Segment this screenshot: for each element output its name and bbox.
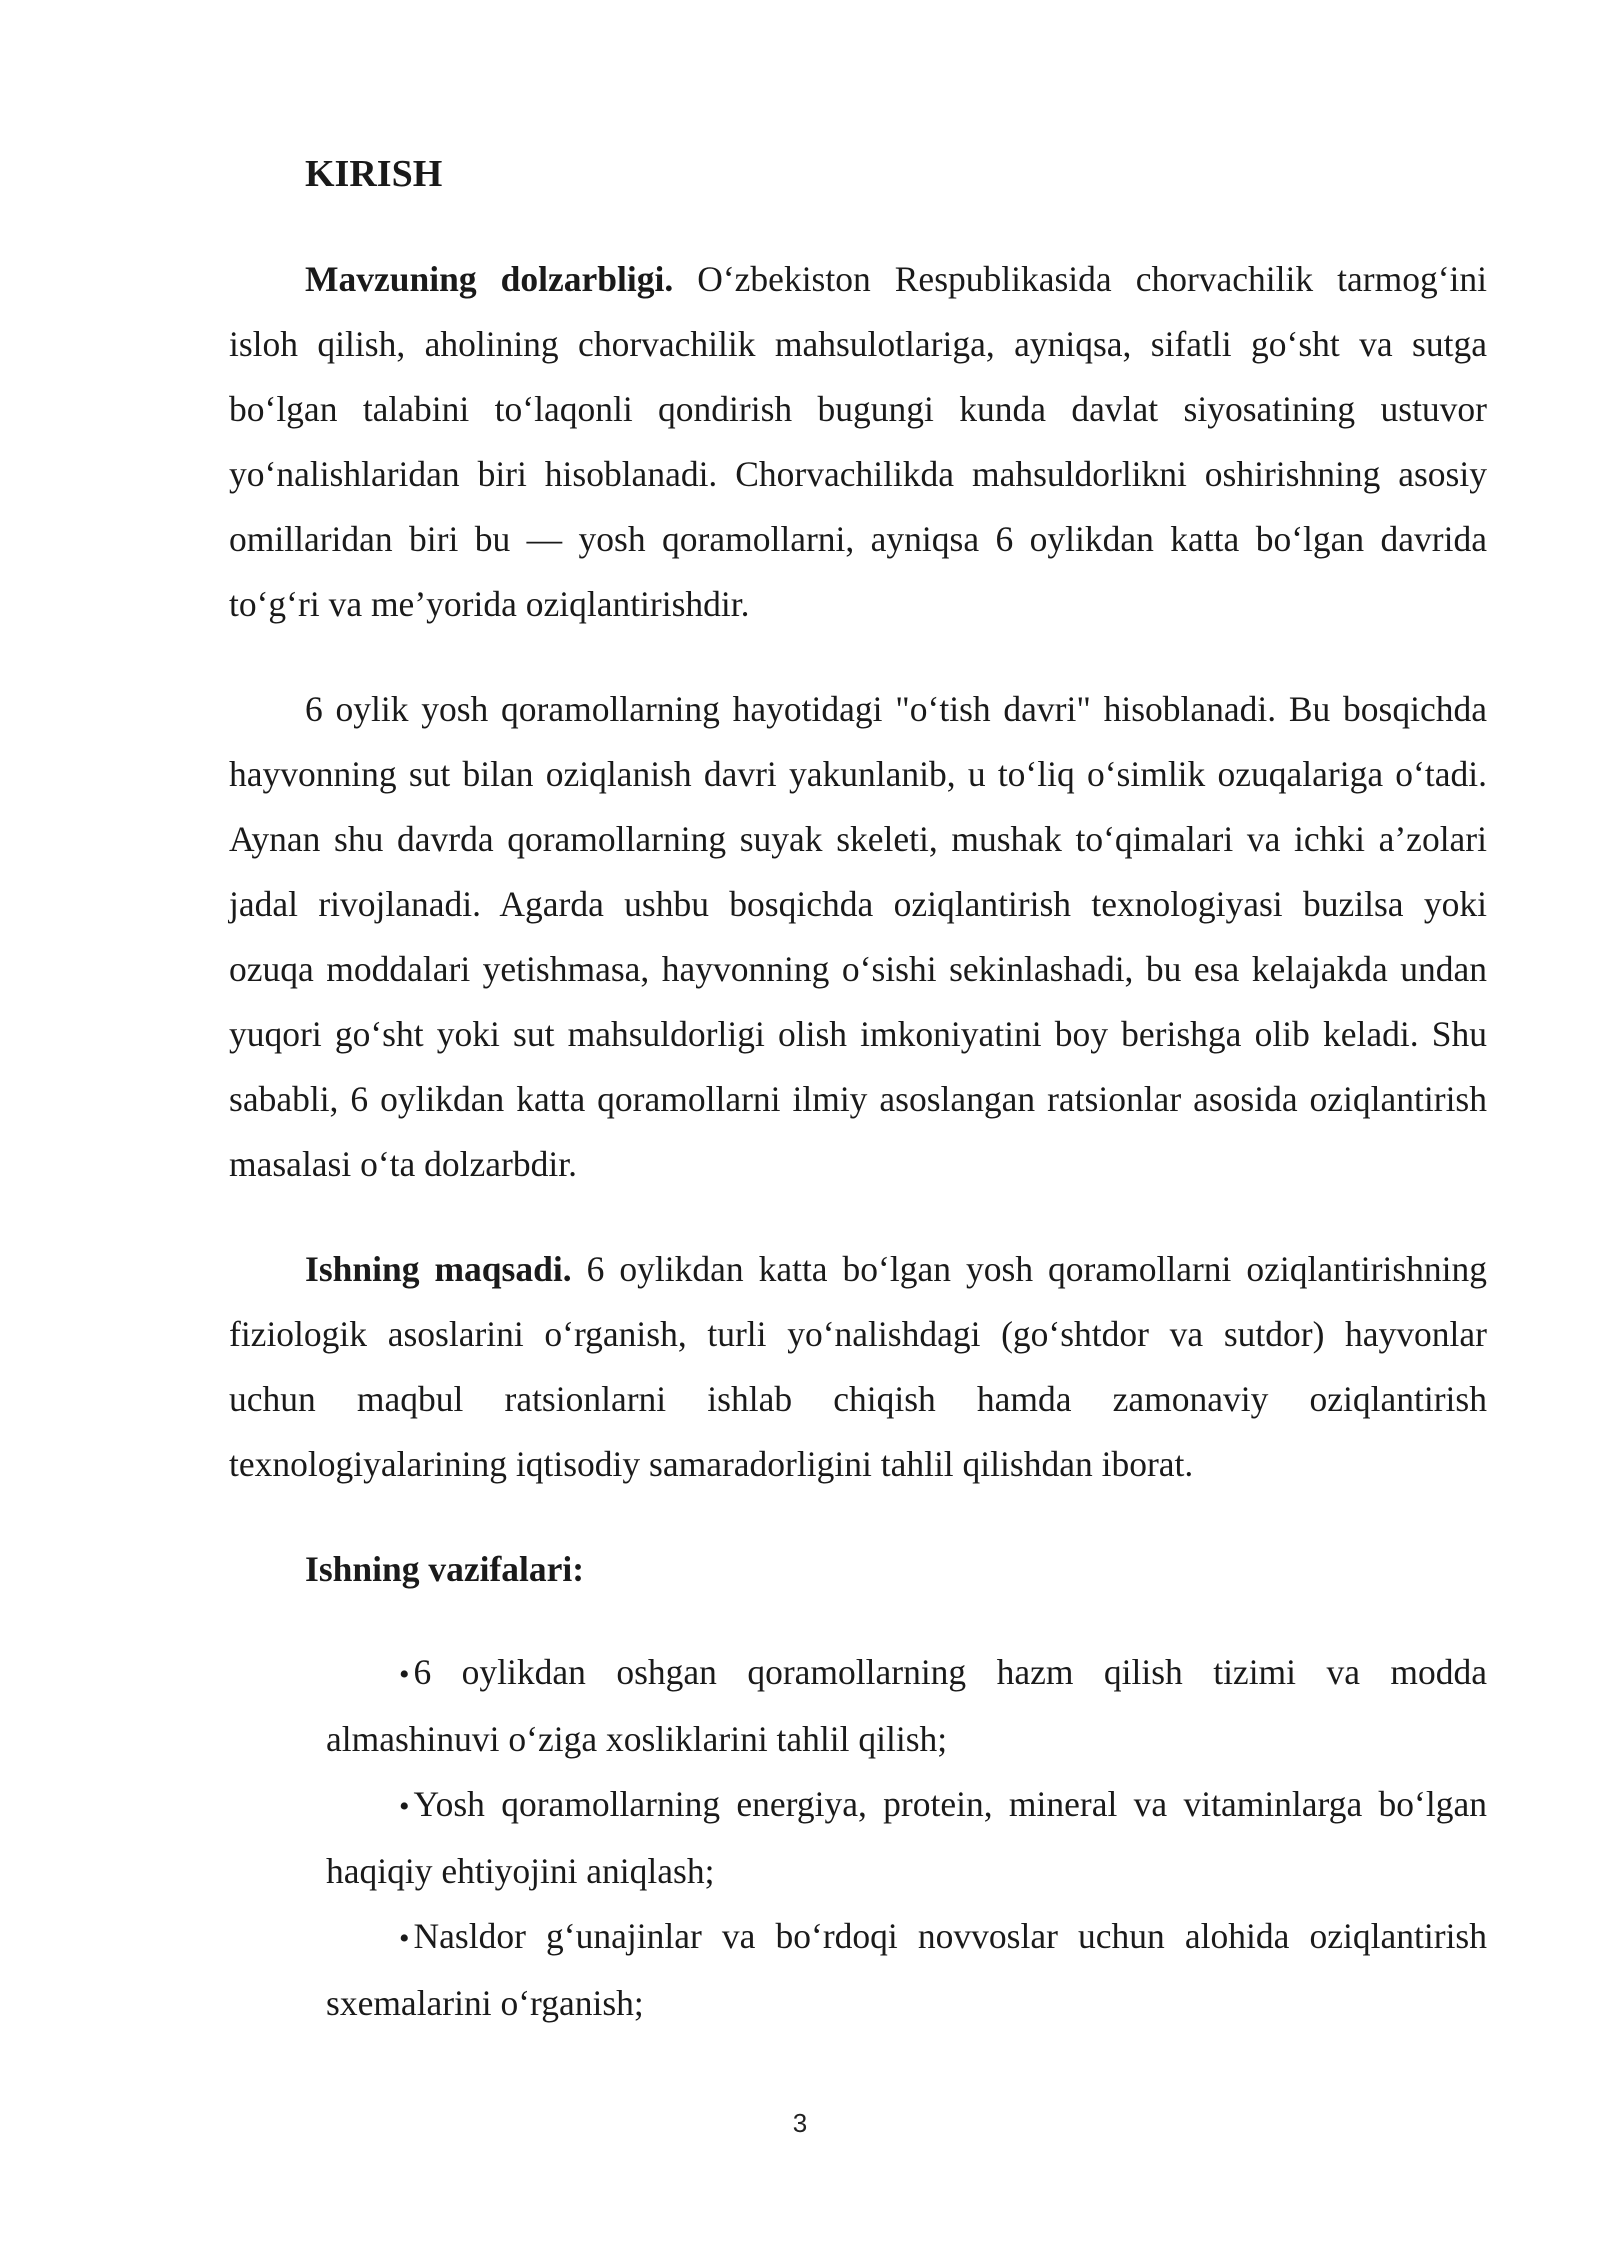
- relevance-paragraph: [229, 247, 1487, 637]
- bullet-icon: •: [399, 1922, 410, 1955]
- page-number: 3: [792, 2108, 808, 2138]
- goal-paragraph: [229, 1237, 1487, 1497]
- list-item-text: Yosh qoramollarning energiya, protein, mineral va vitaminlarga bo‘lgan haqiqiy ehtiyojini aniqlash;: [326, 1784, 1487, 1891]
- list-item: [326, 1904, 1487, 2036]
- tasks-list: [229, 1640, 1487, 2036]
- relevance-lead: Mavzuning dolzarbligi.: [305, 259, 674, 299]
- bullet-icon: •: [399, 1790, 410, 1823]
- list-item: [326, 1640, 1487, 1772]
- bullet-icon: •: [399, 1658, 410, 1691]
- relevance-text: O‘zbekiston Respublikasida chorvachilik tarmog‘ini isloh qilish, aholining chorvachilik mahsulotlariga, ayniqsa, sifatli go‘sht va sutga bo‘lgan talabini to‘laqonli qondirish bugungi kunda davlat siyosatining ustuvor yo‘nalishlaridan biri hisoblanadi. Chorvachilikda mahsuldorlikni oshirishning asosiy omillaridan biri bu — yosh qoramollarni, ayniqsa 6 oylikdan katta bo‘lgan davrida to‘g‘ri va me’yorida oziqlantirishdir.: [229, 259, 1487, 624]
- section-heading: KIRISH: [305, 153, 443, 195]
- list-item-text: 6 oylikdan oshgan qoramollarning hazm qilish tizimi va modda almashinuvi o‘ziga xosliklarini tahlil qilish;: [326, 1652, 1487, 1759]
- list-item-text: Nasldor g‘unajinlar va bo‘rdoqi novvoslar uchun alohida oziqlantirish sxemalarini o‘rganish;: [326, 1916, 1487, 2023]
- goal-text: 6 oylikdan katta bo‘lgan yosh qoramollarni oziqlantirishning fiziologik asoslarini o‘rganish, turli yo‘nalishdagi (go‘shtdor va sutdor) hayvonlar uchun maqbul ratsionlarni ishlab chiqish hamda zamonaviy oziqlantirish texnologiyalarining iqtisodiy samaradorligini tahlil qilishdan iborat.: [229, 1249, 1487, 1484]
- transition-paragraph: 6 oylik yosh qoramollarning hayotidagi "o‘tish davri" hisoblanadi. Bu bosqichda hayvonning sut bilan oziqlanish davri yakunlanib, u to‘liq o‘simlik ozuqalariga o‘tadi. Aynan shu davrda qoramollarning suyak skeleti, mushak to‘qimalari va ichki a’zolari jadal rivojlanadi. Agarda ushbu bosqichda oziqlantirish texnologiyasi buzilsa yoki ozuqa moddalari yetishmasa, hayvonning o‘sishi sekinlashadi, bu esa kelajakda undan yuqori go‘sht yoki sut mahsuldorligi olish imkoniyatini boy berishga olib keladi. Shu sababli, 6 oylikdan katta qoramollarni ilmiy asoslangan ratsionlar asosida oziqlantirish masalasi o‘ta dolzarbdir.: [229, 689, 1487, 1184]
- list-item: [326, 1772, 1487, 1904]
- page-content: [229, 145, 1487, 2036]
- tasks-heading: Ishning vazifalari:: [305, 1549, 585, 1589]
- goal-lead: Ishning maqsadi.: [305, 1249, 572, 1289]
